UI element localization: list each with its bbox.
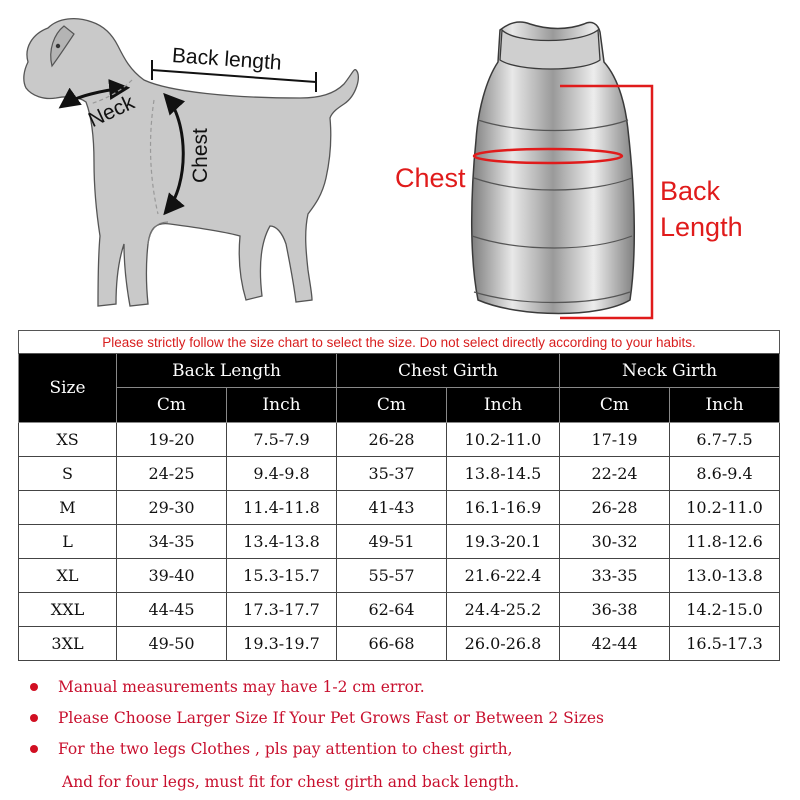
table-cell: 21.6-22.4 — [447, 559, 560, 593]
table-cell: 42-44 — [560, 627, 670, 661]
table-row — [19, 491, 780, 525]
table-cell: 30-32 — [560, 525, 670, 559]
size-chart-group-header — [19, 354, 780, 388]
table-cell: 19.3-20.1 — [447, 525, 560, 559]
table-cell: 13.8-14.5 — [447, 457, 560, 491]
table-cell: 24-25 — [117, 457, 227, 491]
unit-header: Cm — [337, 388, 447, 423]
table-cell: 49-50 — [117, 627, 227, 661]
table-cell: 66-68 — [337, 627, 447, 661]
size-chart-table — [18, 330, 780, 661]
table-cell: 26-28 — [560, 491, 670, 525]
table-cell: 49-51 — [337, 525, 447, 559]
note-text: Please Choose Larger Size If Your Pet Grows Fast or Between 2 Sizes — [58, 709, 604, 727]
back-length-label: Back length — [171, 44, 283, 75]
size-cell: XL — [19, 559, 117, 593]
table-cell: 22-24 — [560, 457, 670, 491]
table-cell: 15.3-15.7 — [227, 559, 337, 593]
table-cell: 10.2-11.0 — [447, 423, 560, 457]
table-cell: 39-40 — [117, 559, 227, 593]
table-cell: 41-43 — [337, 491, 447, 525]
table-cell: 36-38 — [560, 593, 670, 627]
size-header: Size — [19, 354, 117, 423]
note-text: For the two legs Clothes , pls pay attention to chest girth, — [58, 740, 513, 758]
table-row — [19, 457, 780, 491]
table-row — [19, 559, 780, 593]
measurement-diagram — [0, 0, 800, 330]
table-cell: 13.4-13.8 — [227, 525, 337, 559]
table-cell: 17-19 — [560, 423, 670, 457]
note-item — [30, 709, 604, 727]
unit-header: Inch — [447, 388, 560, 423]
size-chart-unit-header — [19, 388, 780, 423]
eye-dot — [56, 44, 60, 48]
neck-girth-header: Neck Girth — [560, 354, 780, 388]
vest-back-label-line2: Length — [660, 212, 743, 242]
table-cell: 10.2-11.0 — [670, 491, 780, 525]
table-cell: 16.1-16.9 — [447, 491, 560, 525]
unit-header: Cm — [560, 388, 670, 423]
vest-back-length-label — [660, 173, 743, 245]
table-cell: 11.4-11.8 — [227, 491, 337, 525]
table-cell: 13.0-13.8 — [670, 559, 780, 593]
table-row — [19, 525, 780, 559]
unit-header: Inch — [670, 388, 780, 423]
note-text: And for four legs, must fit for chest girth and back length. — [62, 773, 520, 791]
note-item — [62, 773, 519, 791]
table-row — [19, 627, 780, 661]
note-item — [30, 740, 513, 758]
chest-girth-header: Chest Girth — [337, 354, 560, 388]
size-cell: L — [19, 525, 117, 559]
table-cell: 34-35 — [117, 525, 227, 559]
size-cell: XS — [19, 423, 117, 457]
note-text: Manual measurements may have 1-2 cm error. — [58, 678, 425, 696]
table-cell: 16.5-17.3 — [670, 627, 780, 661]
table-cell: 24.4-25.2 — [447, 593, 560, 627]
table-cell: 26.0-26.8 — [447, 627, 560, 661]
bullet-dot-icon — [30, 683, 38, 691]
note-item — [30, 678, 425, 696]
table-cell: 14.2-15.0 — [670, 593, 780, 627]
table-cell: 55-57 — [337, 559, 447, 593]
bullet-dot-icon — [30, 714, 38, 722]
table-cell: 44-45 — [117, 593, 227, 627]
size-cell: 3XL — [19, 627, 117, 661]
table-cell: 17.3-17.7 — [227, 593, 337, 627]
size-cell: M — [19, 491, 117, 525]
table-cell: 35-37 — [337, 457, 447, 491]
table-cell: 33-35 — [560, 559, 670, 593]
bullet-dot-icon — [30, 745, 38, 753]
size-cell: S — [19, 457, 117, 491]
size-cell: XXL — [19, 593, 117, 627]
table-cell: 29-30 — [117, 491, 227, 525]
unit-header: Inch — [227, 388, 337, 423]
table-cell: 6.7-7.5 — [670, 423, 780, 457]
back-length-header: Back Length — [117, 354, 337, 388]
table-cell: 7.5-7.9 — [227, 423, 337, 457]
size-chart-notice-row — [19, 331, 780, 354]
neck-label: Neck — [84, 90, 139, 132]
table-cell: 62-64 — [337, 593, 447, 627]
table-cell: 9.4-9.8 — [227, 457, 337, 491]
size-chart-notice: Please strictly follow the size chart to select the size. Do not select directly according to your habits. — [19, 331, 780, 354]
table-cell: 26-28 — [337, 423, 447, 457]
unit-header: Cm — [117, 388, 227, 423]
chest-label: Chest — [189, 128, 212, 183]
table-row — [19, 593, 780, 627]
table-cell: 11.8-12.6 — [670, 525, 780, 559]
table-cell: 19-20 — [117, 423, 227, 457]
vest-back-label-line1: Back — [660, 176, 721, 206]
table-row — [19, 423, 780, 457]
vest-chest-label: Chest — [395, 163, 466, 193]
table-cell: 19.3-19.7 — [227, 627, 337, 661]
table-cell: 8.6-9.4 — [670, 457, 780, 491]
